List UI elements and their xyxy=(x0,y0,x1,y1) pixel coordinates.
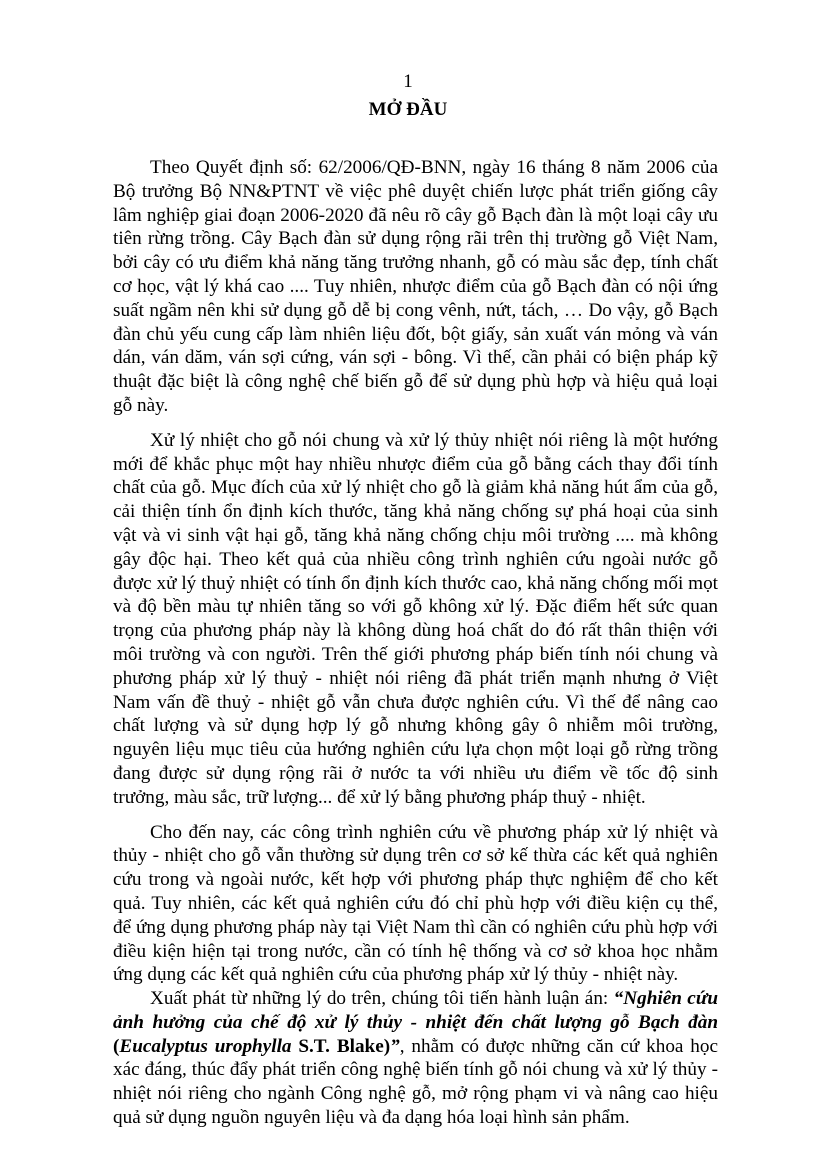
paragraph-4 xyxy=(113,987,718,1130)
species-author: S.T. Blake xyxy=(291,1035,384,1057)
species-name: Eucalyptus urophylla xyxy=(119,1035,292,1057)
page-title: MỞ ĐẦU xyxy=(368,99,448,120)
page-number: 1 xyxy=(403,71,413,92)
paragraph-4-rest: , nhằm có được những căn cứ khoa học xác đáng, thúc đẩy phát triển công nghệ biến tính gỗ nói chung và xử lý thủy - nhiệt nói riêng cho ngành Công nghệ gỗ, mở rộng phạm vi và nâng cao hiệu quả sử dụng nguồn nguyên liệu và đa dạng hóa loại hình sản phẩm. xyxy=(113,1035,718,1129)
body-text xyxy=(113,156,718,1141)
thesis-title: “Nghiên cứu ảnh hưởng của chế độ xử lý thủy - nhiệt đến chất lượng gỗ Bạch đàn xyxy=(113,988,718,1033)
paren-open: ( xyxy=(113,1035,120,1057)
paren-close: ) xyxy=(383,1035,391,1057)
quote-close: ” xyxy=(390,1035,400,1057)
paragraph-4-intro: Xuất phát từ những lý do trên, chúng tôi tiến hành luận án: xyxy=(150,988,614,1010)
paragraph-2: Xử lý nhiệt cho gỗ nói chung và xử lý thủy nhiệt nói riêng là một hướng mới để khắc phục một hay nhiều nhược điểm của gỗ bằng cách thay đổi tính chất của gỗ. Mục đích của xử lý nhiệt cho gỗ là giảm khả năng hút ẩm của gỗ, cải thiện tính ổn định kích thước, tăng khả năng chống sự phá hoại của sinh vật và vi sinh vật hại gỗ, tăng khả năng chống chịu môi trường .... mà không gây độc hại. Theo kết quả của nhiều công trình nghiên cứu ngoài nước gỗ được xử lý thuỷ nhiệt có tính ổn định kích thước cao, khả năng chống mối mọt và độ bền màu tự nhiên tăng so với gỗ không xử lý. Đặc điểm hết sức quan trọng của phương pháp này là không dùng hoá chất do đó rất thân thiện với môi trường và con người. Trên thế giới phương pháp biến tính nói chung và phương pháp xử lý thuỷ - nhiệt nói riêng đã phát triển mạnh nhưng ở Việt Nam vấn đề thuỷ - nhiệt gỗ vẫn chưa được nghiên cứu. Vì thế để nâng cao chất lượng và sử dụng hợp lý gỗ nhưng không gây ô nhiễm môi trường, nguyên liệu mục tiêu của hướng nghiên cứu lựa chọn một loại gỗ rừng trồng đang được sử dụng rộng rãi ở nước ta với nhiều ưu điểm về tốc độ sinh trưởng, màu sắc, trữ lượng... để xử lý bằng phương pháp thuỷ - nhiệt. xyxy=(113,429,718,808)
paragraph-1: Theo Quyết định số: 62/2006/QĐ-BNN, ngày 16 tháng 8 năm 2006 của Bộ trưởng Bộ NN&PTNT về việc phê duyệt chiến lược phát triển giống cây lâm nghiệp giai đoạn 2006-2020 đã nêu rõ cây gỗ Bạch đàn là một loại cây ưu tiên rừng trồng. Cây Bạch đàn sử dụng rộng rãi trên thị trường gỗ Việt Nam, bởi cây có ưu điểm khả năng tăng trưởng nhanh, gỗ có màu sắc đẹp, tính chất cơ học, vật lý khá cao .... Tuy nhiên, nhược điểm của gỗ Bạch đàn có nội ứng suất ngầm nên khi sử dụng gỗ dễ bị cong vênh, nứt, tách, … Do vậy, gỗ Bạch đàn chủ yếu cung cấp làm nhiên liệu đốt, bột giấy, sản xuất ván mỏng và ván dán, ván dăm, ván sợi cứng, ván sợi - bông. Vì thế, cần phải có biện pháp kỹ thuật đặc biệt là công nghệ chế biến gỗ để sử dụng phù hợp và hiệu quả loại gỗ này. xyxy=(113,157,718,416)
paragraph-3: Cho đến nay, các công trình nghiên cứu về phương pháp xử lý nhiệt và thủy - nhiệt cho gỗ vẫn thường sử dụng trên cơ sở kế thừa các kết quả nghiên cứu trong và ngoài nước, kết hợp với phương pháp thực nghiệm để cho kết quả. Tuy nhiên, các kết quả nghiên cứu đó chỉ phù hợp với điều kiện cụ thể, để ứng dụng phương pháp này tại Việt Nam thì cần có nghiên cứu phù hợp với điều kiện hiện tại trong nước, cần có tính hệ thống và cơ sở khoa học nhằm ứng dụng các kết quả nghiên cứu của phương pháp xử lý thủy - nhiệt này. xyxy=(113,821,718,986)
